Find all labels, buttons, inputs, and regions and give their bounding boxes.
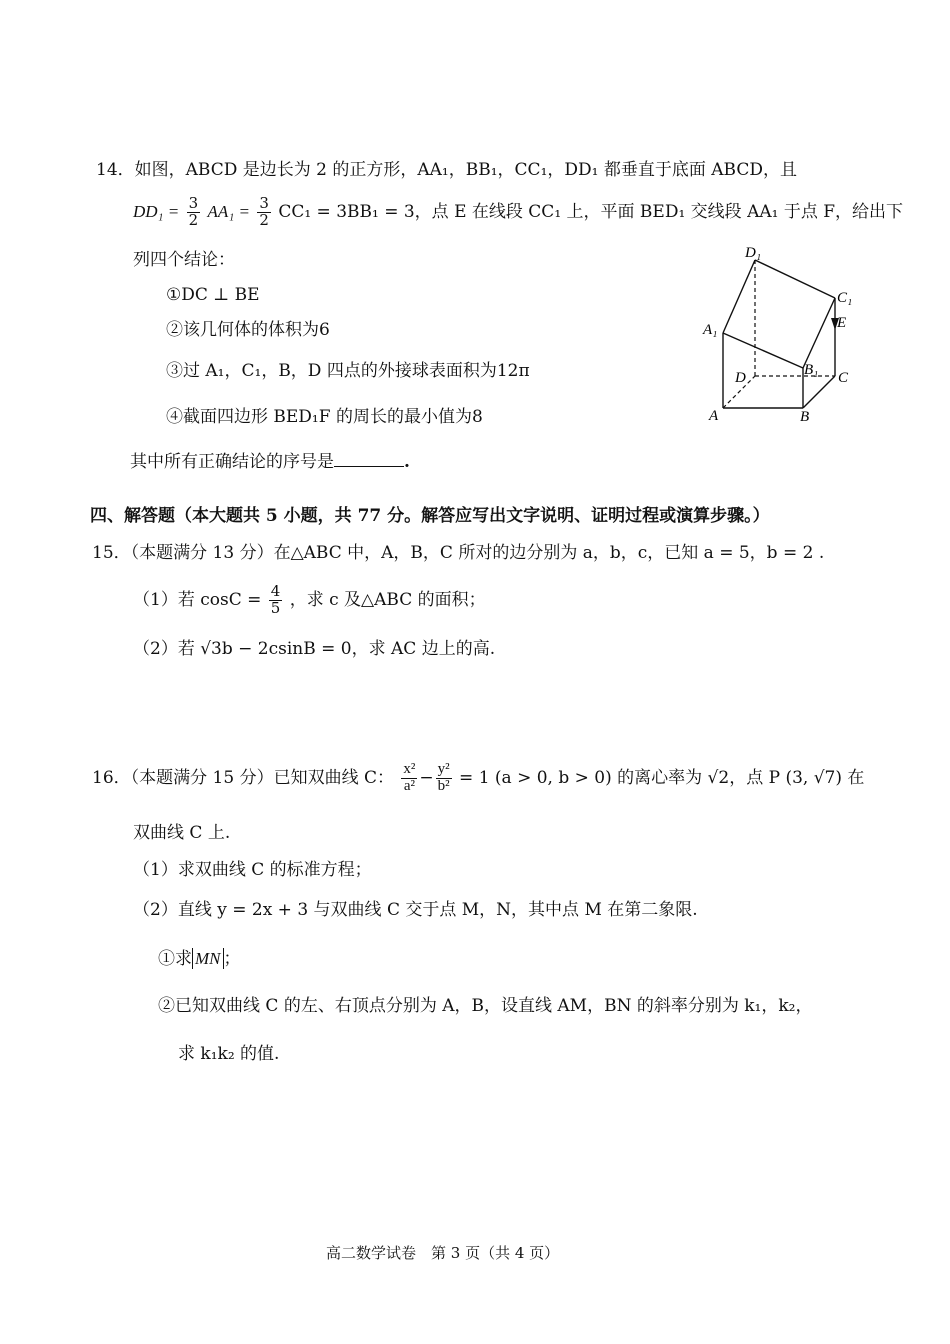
page-footer: 高二数学试卷 第 3 页（共 4 页） xyxy=(326,1244,560,1262)
q16-part-2: （2）直线 y = 2x + 3 与双曲线 C 交于点 M，N，其中点 M 在第二象限. xyxy=(133,900,698,920)
q14-line-2 xyxy=(133,196,903,229)
label-a1: A₁ xyxy=(703,322,718,338)
q15-part-1-suffix: ，求 c 及△ABC 的面积； xyxy=(289,589,486,610)
geometry-figure xyxy=(695,240,875,430)
q14-conclusion-1: ①DC ⊥ BE xyxy=(166,285,260,305)
label-b1: B₁ xyxy=(804,362,819,378)
q14-conclusion-3: ③过 A₁，C₁，B，D 四点的外接球表面积为12π xyxy=(166,361,530,381)
edge-d1-c1 xyxy=(755,260,835,298)
label-c: C xyxy=(838,370,849,386)
q16-abs-mn: MN xyxy=(192,948,224,969)
label-b: B xyxy=(800,409,810,425)
label-d1: D₁ xyxy=(745,245,762,261)
q14-eq-rest: CC₁ = 3BB₁ = 3，点 E 在线段 CC₁ 上，平面 BED₁ 交线段 AA₁ 于点 F，给出下 xyxy=(278,201,904,222)
q14-fraction-1: $\frac{3}{2}$ xyxy=(188,194,199,229)
q14-fraction-2: $\frac{3}{2}$ xyxy=(259,194,269,229)
edge-a1-b1 xyxy=(723,333,803,368)
q16-line-2: 双曲线 C 上. xyxy=(133,823,231,843)
q14-eq-aa1: AA₁ = xyxy=(207,201,250,221)
q14-line-1: 14．如图，ABCD 是边长为 2 的正方形，AA₁，BB₁，CC₁，DD₁ 都垂直于底面 ABCD，且 xyxy=(96,160,797,180)
q14-conclusion-2: ②该几何体的体积为6 xyxy=(166,320,330,340)
label-e: E xyxy=(837,315,847,331)
label-d: D xyxy=(735,370,746,386)
edge-b1-c1 xyxy=(803,298,835,368)
q16-sub-1 xyxy=(158,948,241,970)
label-c1: C₁ xyxy=(837,290,853,306)
q16-minus: − xyxy=(419,767,434,788)
q16-part-1: （1）求双曲线 C 的标准方程； xyxy=(133,860,372,880)
q15-part-2: （2）若 √3b − 2csinB = 0，求 AC 边上的高. xyxy=(133,639,496,659)
q14-answer-suffix: . xyxy=(404,452,410,472)
q16-sub-1-suffix: ； xyxy=(223,949,241,969)
q14-eq-dd1: DD₁ = xyxy=(133,201,180,221)
q14-answer-prefix: 其中所有正确结论的序号是 xyxy=(130,452,334,472)
q15-fraction: $\frac{4}{5}$ xyxy=(270,582,281,617)
q15-line-1: 15．（本题满分 13 分）在△ABC 中，A，B，C 所对的边分别为 a，b，c，已知 a = 5，b = 2 . xyxy=(92,543,825,563)
section-4-header: 四、解答题（本大题共 5 小题，共 77 分。解答应写出文字说明、证明过程或演算步骤。） xyxy=(90,506,770,526)
q16-sub-2: ②已知双曲线 C 的左、右顶点分别为 A，B，设直线 AM，BN 的斜率分别为 k₁，k₂， xyxy=(158,996,813,1016)
q14-answer-blank[interactable] xyxy=(334,450,404,467)
q16-fraction-y: $\frac{\text{y²}}{\text{b²}}$ xyxy=(437,761,450,794)
q14-conclusion-4: ④截面四边形 BED₁F 的周长的最小值为8 xyxy=(166,407,483,427)
q16-line-1 xyxy=(92,762,864,795)
q16-sub-1-prefix: ①求 xyxy=(158,949,192,969)
q15-part-1 xyxy=(133,584,486,617)
q16-line-1-prefix: 16．（本题满分 15 分）已知双曲线 C： xyxy=(92,767,394,788)
q16-fraction-x: $\frac{\text{x²}}{\text{a²}}$ xyxy=(403,761,416,794)
q14-answer-line xyxy=(130,450,410,473)
edge-a1-d1 xyxy=(723,260,755,333)
edge-b-c xyxy=(803,376,835,408)
q16-sub-3: 求 k₁k₂ 的值. xyxy=(178,1044,280,1064)
q15-part-1-prefix: （1）若 cosC = xyxy=(133,589,262,610)
q14-line-3: 列四个结论： xyxy=(133,250,235,270)
label-a: A xyxy=(709,408,719,424)
q16-line-1-suffix: = 1 (a > 0, b > 0) 的离心率为 √2，点 P (3, √7) 在 xyxy=(459,767,865,788)
